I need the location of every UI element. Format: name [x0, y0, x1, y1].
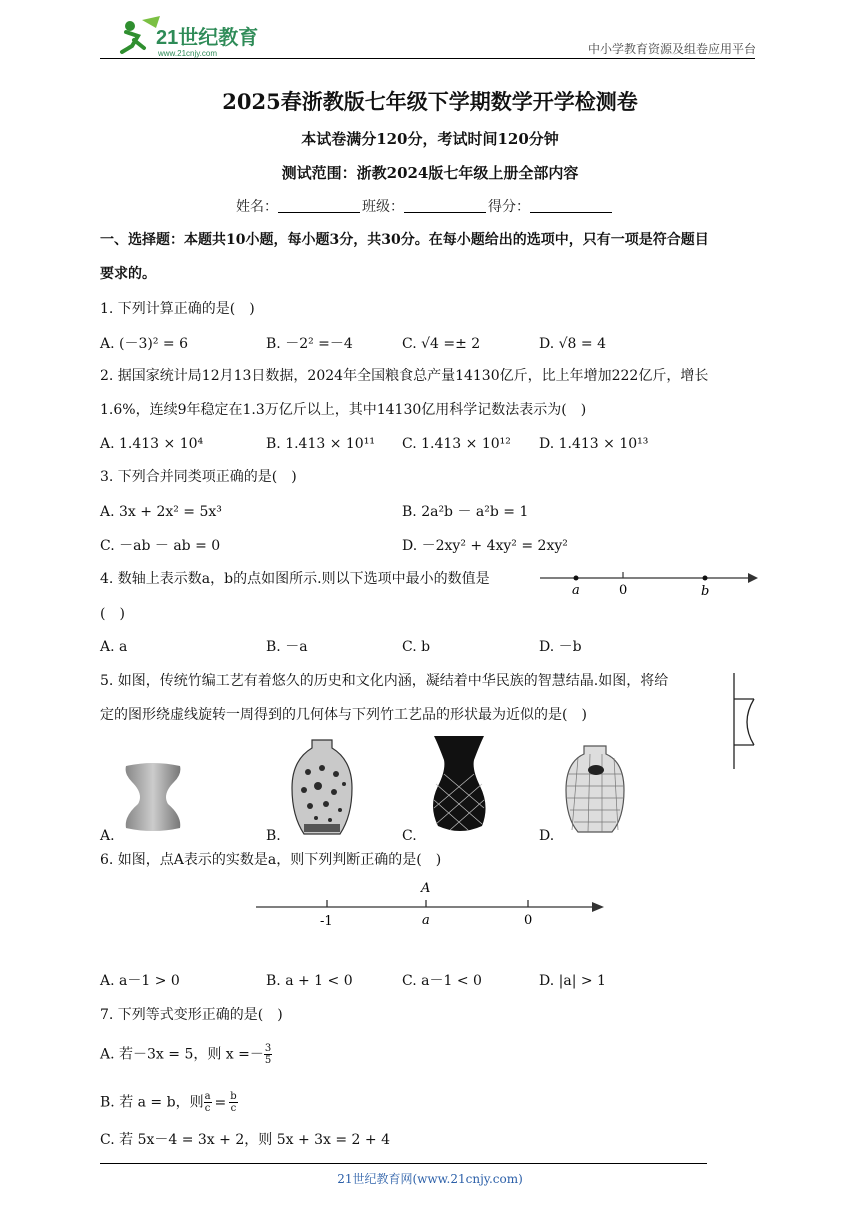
svg-text:-1: -1 — [320, 914, 333, 928]
q1-option-d: D. √8 = 4 — [539, 336, 606, 352]
class-label: 班级： — [362, 199, 404, 215]
q3-option-a: A. 3x + 2x² = 5x³ — [100, 504, 222, 520]
runner-logo-icon — [112, 14, 282, 60]
q2-line1: 2. 据国家统计局12月13日数据，2024年全国粮食总产量14130亿斤，比上年增加222亿斤，增长 — [100, 368, 709, 384]
q4-option-b: B. －a — [266, 639, 308, 655]
q1-stem: 1. 下列计算正确的是( ) — [100, 301, 255, 317]
q4-option-d: D. －b — [539, 639, 582, 655]
q5-line2: 定的图形绕虚线旋转一周得到的几何体与下列竹工艺品的形状最为近似的是( ) — [100, 707, 587, 723]
q7-b-den2: c — [230, 1103, 237, 1114]
platform-name: 中小学教育资源及组卷应用平台 — [587, 42, 756, 56]
q1-option-b: B. －2² =－4 — [266, 336, 353, 352]
q7-a-fraction — [264, 1043, 272, 1066]
q2-option-d: D. 1.413 × 10¹³ — [539, 436, 649, 452]
subtitle-score-time: 本试卷满分120分，考试时间120分钟 — [301, 130, 559, 148]
q3-option-b: B. 2a²b － a²b = 1 — [402, 504, 529, 520]
q5-rotation-figure — [728, 673, 758, 769]
q1-option-c: C. √4 =± 2 — [402, 336, 481, 352]
q7-b-equals: = — [214, 1094, 227, 1111]
q5-option-a: A. — [100, 828, 115, 844]
q4-option-c: C. b — [402, 639, 431, 655]
footer-link[interactable]: 21世纪教育网(www.21cnjy.com) — [337, 1172, 523, 1186]
section1-line2: 要求的。 — [100, 266, 156, 282]
q3-stem: 3. 下列合并同类项正确的是( ) — [100, 469, 297, 485]
q6-option-b: B. a + 1 < 0 — [266, 973, 353, 989]
q7-b-fraction-left — [204, 1091, 212, 1114]
q6-number-line — [254, 878, 606, 928]
q6-stem: 6. 如图，点A表示的实数是a，则下列判断正确的是( ) — [100, 852, 442, 868]
q7-b-den1: c — [204, 1103, 211, 1114]
class-blank[interactable] — [404, 198, 486, 213]
q7-a-denominator: 5 — [264, 1055, 272, 1066]
q7-option-c: C. 若 5x－4 = 3x + 2，则 5x + 3x = 2 + 4 — [100, 1132, 391, 1148]
footer-divider — [100, 1163, 707, 1164]
svg-text:0: 0 — [619, 583, 628, 598]
svg-text:www.21cnjy.com: www.21cnjy.com — [158, 49, 217, 58]
q7-option-a — [100, 1043, 272, 1066]
q7-b-num2: b — [230, 1091, 237, 1102]
q6-option-a: A. a－1 > 0 — [100, 973, 180, 989]
q5-option-c: C. — [402, 828, 417, 844]
craft-c-image — [424, 734, 494, 836]
q4-option-a: A. a — [100, 639, 128, 655]
svg-text:a: a — [572, 583, 580, 598]
q6-option-d: D. |a| > 1 — [539, 973, 606, 989]
subtitle-scope: 测试范围：浙教2024版七年级上册全部内容 — [281, 164, 579, 182]
name-label: 姓名： — [236, 199, 278, 215]
q7-b-fraction-right — [229, 1091, 237, 1114]
q1-option-a: A. (－3)² = 6 — [100, 336, 188, 352]
svg-text:A: A — [421, 881, 431, 896]
q4-line2: ( ) — [100, 606, 125, 622]
svg-text:0: 0 — [524, 913, 533, 928]
student-info — [236, 196, 614, 216]
q7-stem: 7. 下列等式变形正确的是( ) — [100, 1007, 283, 1023]
q2-line2: 1.6%，连续9年稳定在1.3万亿斤以上，其中14130亿用科学记数法表示为( ) — [100, 402, 587, 418]
q7-b-text: B. 若 a = b，则 — [100, 1094, 204, 1111]
q2-option-a: A. 1.413 × 10⁴ — [100, 436, 204, 452]
q5-option-b: B. — [266, 828, 281, 844]
q3-option-d: D. －2xy² + 4xy² = 2xy² — [402, 538, 568, 554]
q7-b-num1: a — [204, 1091, 211, 1102]
craft-a-image — [118, 760, 188, 836]
craft-d-image — [562, 744, 628, 836]
score-label: 得分： — [488, 199, 530, 215]
site-logo — [112, 14, 282, 60]
q3-option-c: C. －ab － ab = 0 — [100, 538, 221, 554]
q7-a-text: A. 若－3x = 5，则 x =－ — [100, 1046, 264, 1063]
svg-text:21世纪教育: 21世纪教育 — [156, 27, 259, 49]
q2-option-c: C. 1.413 × 10¹² — [402, 436, 511, 452]
svg-text:a: a — [422, 913, 430, 928]
section1-line1: 一、选择题：本题共10小题，每小题3分，共30分。在每小题给出的选项中，只有一项是符合题目 — [100, 232, 709, 248]
q4-number-line — [536, 566, 762, 600]
header-divider — [100, 58, 755, 59]
svg-text:b: b — [701, 584, 710, 599]
page-title: 2025春浙教版七年级下学期数学开学检测卷 — [222, 89, 638, 114]
q7-a-numerator: 3 — [264, 1043, 272, 1054]
q5-option-d: D. — [539, 828, 555, 844]
q5-line1: 5. 如图，传统竹编工艺有着悠久的历史和文化内涵，凝结着中华民族的智慧结晶.如图，将给 — [100, 673, 669, 689]
q4-line1: 4. 数轴上表示数a，b的点如图所示.则以下选项中最小的数值是 — [100, 571, 490, 587]
q2-option-b: B. 1.413 × 10¹¹ — [266, 436, 375, 452]
name-blank[interactable] — [278, 198, 360, 213]
q6-option-c: C. a－1 < 0 — [402, 973, 482, 989]
craft-b-image — [286, 738, 358, 836]
score-blank[interactable] — [530, 198, 612, 213]
q7-option-b — [100, 1091, 238, 1114]
